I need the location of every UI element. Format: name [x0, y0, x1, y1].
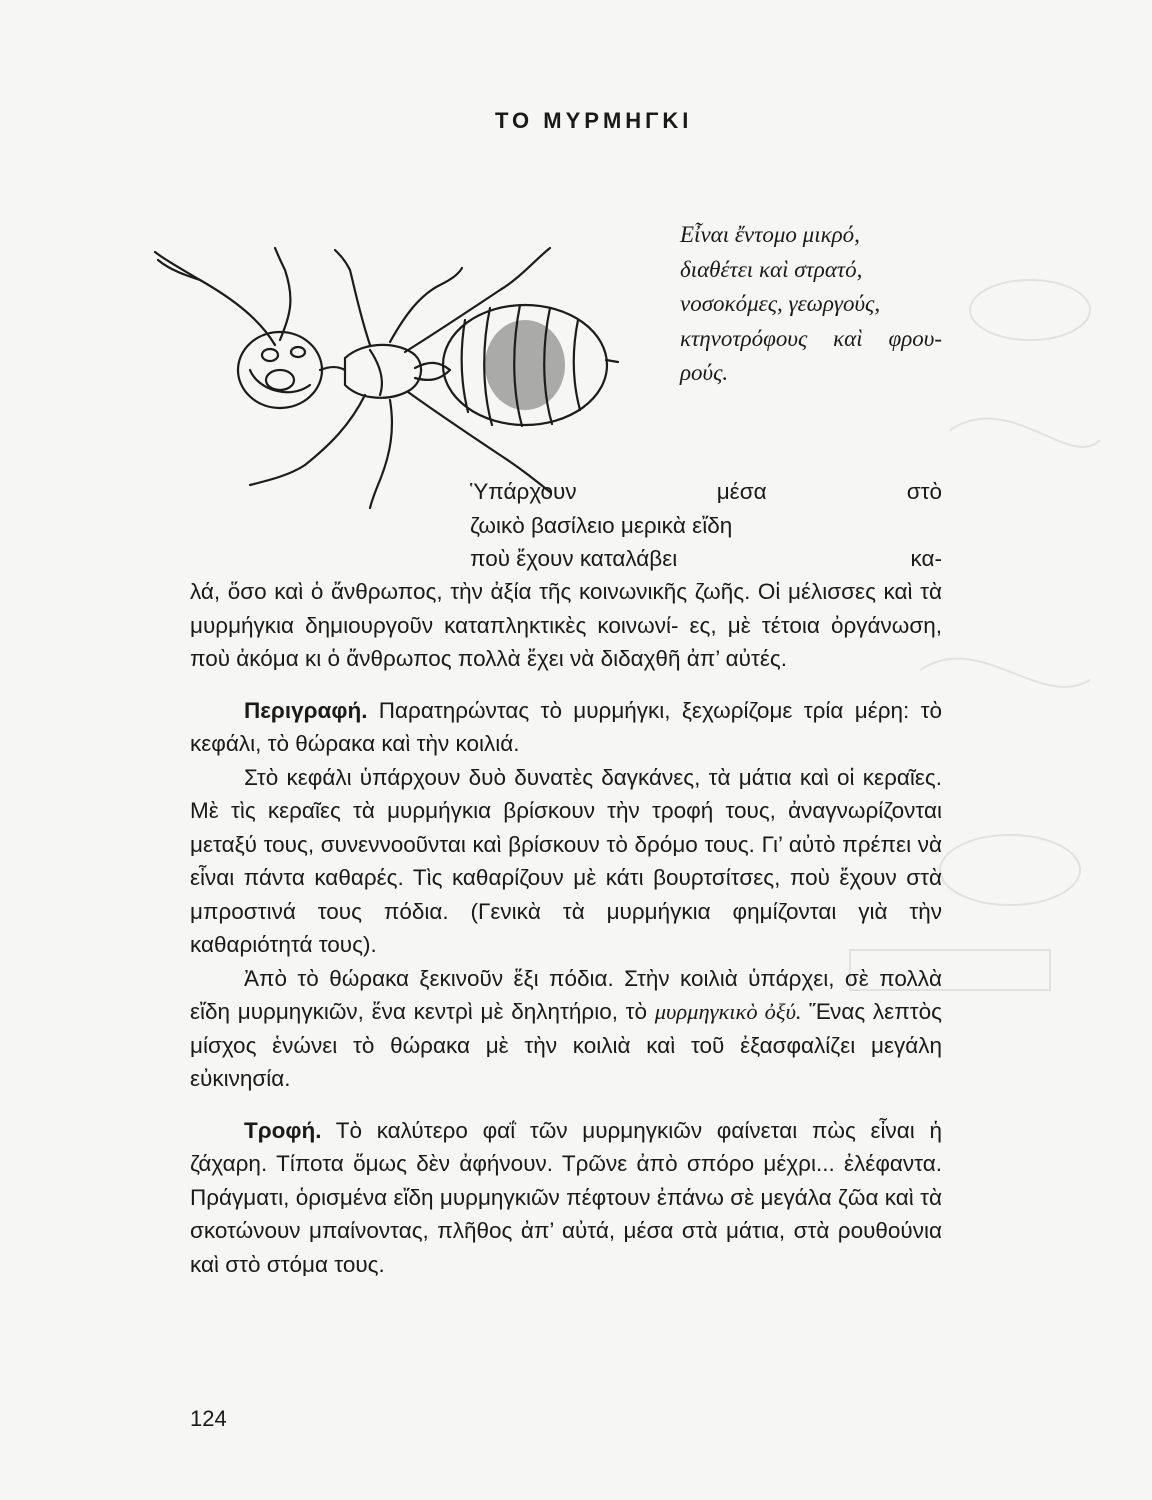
ant-illustration [140, 230, 640, 510]
poem-line: ρούς. [680, 360, 729, 385]
main-text [190, 575, 942, 1281]
intro-text: κα- [910, 546, 942, 571]
description-paragraph [190, 694, 942, 761]
poem-word: κτηνοτρόφους [680, 325, 808, 351]
intro-text: ποὺ ἔχουν καταλάβει [470, 546, 678, 571]
intro-line [470, 509, 942, 543]
page-title: ΤΟ ΜΥΡΜΗΓΚΙ [495, 108, 693, 133]
description-text: Παρατηρώντας τὸ μυρμήγκι, ξεχωρίζομε τρία μέρη: τὸ κεφάλι, τὸ θώρακα καὶ τὴν κοιλιά. [190, 697, 942, 756]
intro-text: ζωικὸ βασίλειο μερικὰ εἴδη [470, 512, 733, 538]
food-text: Τὸ καλύτερο φαΐ τῶν μυρμηγκιῶν φαίνεται πὼς εἶναι ἡ ζάχαρη. Τίποτα ὅμως δὲν ἀφήνουν. Τρῶνε ἀπὸ σπόρο μέχρι... ἐλέφαντα. Πράγματι, ὁρισμένα εἴδη μυρμηγκιῶν πέφτουν ἐπάνω σὲ μεγάλα ζῶα καὶ τὰ σκοτώνουν μπαίνοντας, πλῆθος ἀπ’ αὐτά, μέσα στὰ μάτια, στὰ ρουθούνια καὶ στὸ στόμα τους. [190, 1117, 942, 1277]
intro-word: Ὑπάρχουν [470, 479, 577, 504]
poem-line: διαθέτει καὶ στρατό, [680, 256, 863, 282]
description-paragraph [190, 962, 942, 1096]
intro-paragraph: λά, ὅσο καὶ ὁ ἄνθρωπος, τὴν ἀξία τῆς κοινωνικῆς ζωῆς. Οἱ μέλισσες καὶ τὰ μυρμήγκια δημιουργοῦν καταπληκτικὲς κοινωνί- ες, μὲ τέτοια ὀργάνωση, ποὺ ἀκόμα κι ὁ ἄνθρωπος πολλὰ ἔχει νὰ διδαχθῆ ἀπ’ αὐτές. [190, 579, 942, 671]
intro-word: μέσα [716, 479, 767, 504]
intro-wrapped-lines [470, 475, 942, 576]
description-text: Ἕνας λεπτὸς μίσχος ἑνώνει τὸ θώρακα μὲ τὴν κοιλιὰ καὶ τοῦ ἐξασφαλίζει μεγάλη εὐκινησία. [190, 999, 942, 1091]
description-paragraph: Στὸ κεφάλι ὑπάρχουν δυὸ δυνατὲς δαγκάνες, τὰ μάτια καὶ οἱ κεραῖες. Μὲ τὶς κεραῖες τὰ μυρμήγκια βρίσκουν τὴν τροφή τους, ἀναγνωρίζονται μεταξύ τους, συνεννοοῦνται καὶ βρίσκουν τὸ δρόμο τους. Γι’ αὐτὸ πρέπει νὰ εἶναι πάντα καθαρές. Τὶς καθαρίζουν μὲ κάτι βουρτσίτσες, ποὺ ἔχουν στὰ μπροστινά τους πόδια. (Γενικὰ τὰ μυρμήγκια φημίζονται γιὰ τὴν καθαριότητά τους). [190, 764, 942, 957]
food-paragraph [190, 1114, 942, 1282]
poem-line: Εἶναι ἔντομο μικρό, [680, 222, 860, 247]
intro-line [470, 542, 942, 576]
poem [680, 218, 942, 391]
poem-word: καὶ [833, 325, 863, 351]
poem-line [680, 322, 942, 357]
description-heading: Περιγραφή. [244, 697, 368, 723]
description-text: Ἀπὸ τὸ θώρακα ξεκινοῦν ἕξι πόδια. Στὴν κοιλιὰ ὑπάρχει, σὲ πολλὰ εἴδη μυρμηγκιῶν, ἕνα κεντρὶ μὲ δηλητήριο, τὸ [190, 965, 942, 1024]
page-number: 124 [190, 1406, 227, 1431]
food-heading: Τροφή. [244, 1117, 322, 1143]
poem-line: νοσοκόμες, γεωργούς, [680, 291, 881, 316]
intro-line [470, 475, 942, 509]
poem-word: φρου- [888, 325, 942, 351]
description-term: μυρμηγκικὸ ὀξύ. [654, 999, 802, 1024]
intro-word: στὸ [906, 479, 942, 504]
